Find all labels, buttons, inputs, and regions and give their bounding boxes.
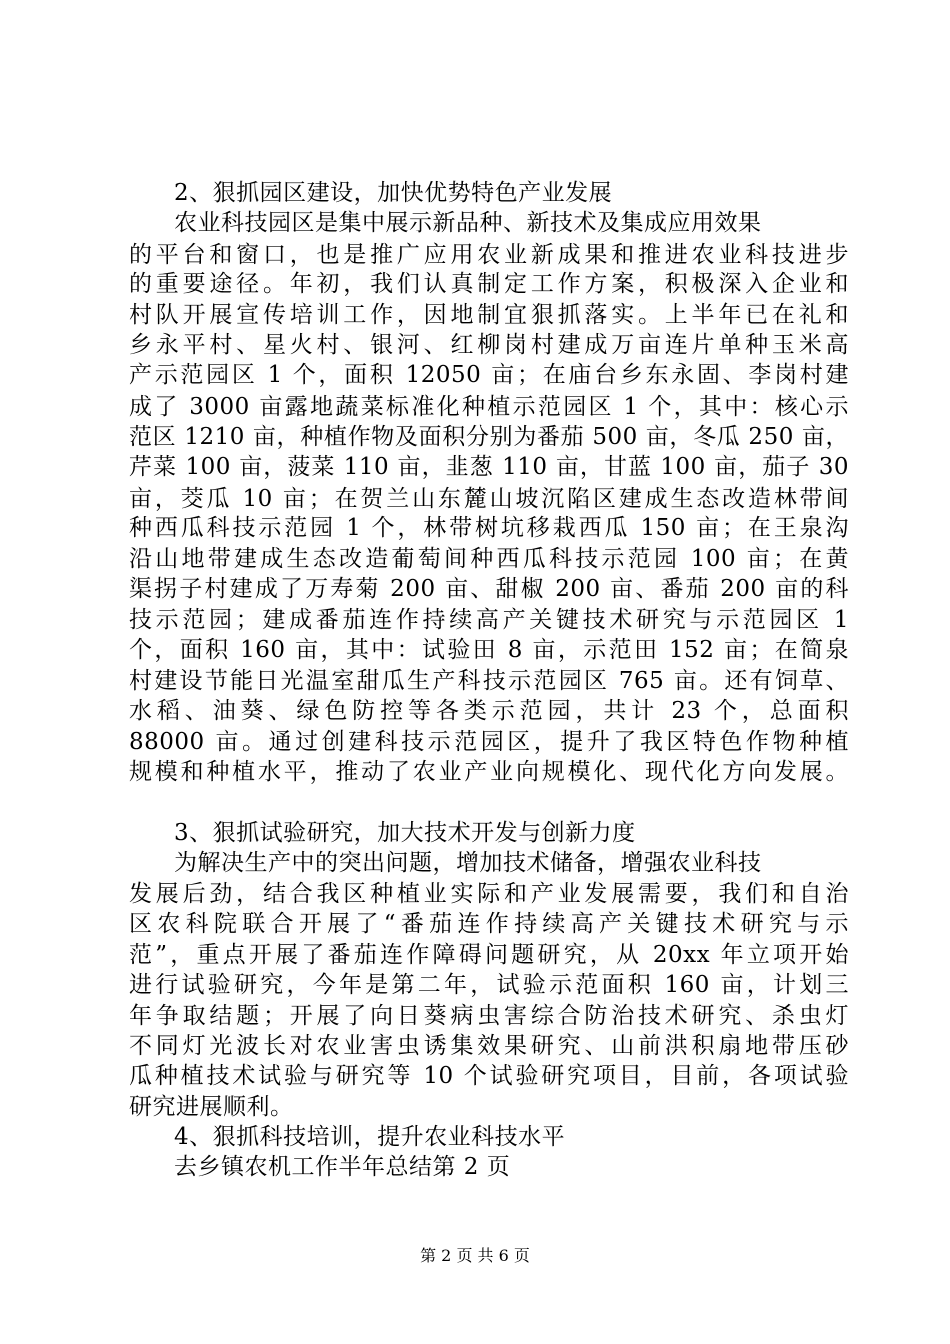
section3-line-8: 瓜种植技术试验与研究等 10 个试验研究项目，目前，各项试验	[129, 1063, 849, 1089]
section3-line-6: 年争取结题；开展了向日葵病虫害综合防治技术研究、杀虫灯	[129, 1003, 849, 1029]
section2-line-19: 规模和种植水平，推动了农业产业向规模化、现代化方向发展。	[129, 759, 849, 785]
section3-line-1: 为解决生产中的突出问题，增加技术储备，增强农业科技	[174, 850, 762, 876]
section2-line-17: 水稻、油葵、绿色防控等各类示范园，共计 23 个，总面积	[129, 698, 849, 724]
section2-line-5: 乡永平村、星火村、银河、红柳岗村建成万亩连片单种玉米高	[129, 332, 849, 358]
section3-line-3: 区农科院联合开展了“番茄连作持续高产关键技术研究与示	[129, 911, 849, 937]
section2-line-6: 产示范园区 1 个，面积 12050 亩；在庙台乡东永固、李岗村建	[129, 362, 849, 388]
section2-line-1: 农业科技园区是集中展示新品种、新技术及集成应用效果	[174, 210, 762, 236]
section2-line-16: 村建设节能日光温室甜瓜生产科技示范园区 765 亩。还有饲草、	[129, 668, 849, 694]
section2-line-13: 渠拐子村建成了万寿菊 200 亩、甜椒 200 亩、番茄 200 亩的科	[129, 576, 849, 602]
section3-line-4: 范”，重点开展了番茄连作障碍问题研究，从 20xx 年立项开始	[129, 942, 849, 968]
section2-heading: 2、狠抓园区建设，加快优势特色产业发展	[174, 180, 613, 206]
section3-line-2: 发展后劲，结合我区种植业实际和产业发展需要，我们和自治	[129, 881, 849, 907]
section2-line-4: 村队开展宣传培训工作，因地制宜狠抓落实。上半年已在礼和	[129, 302, 849, 328]
section4-heading: 4、狠抓科技培训，提升农业科技水平	[174, 1124, 566, 1150]
section2-line-11: 种西瓜科技示范园 1 个，林带树坑移栽西瓜 150 亩；在王泉沟	[129, 515, 849, 541]
section3-line-5: 进行试验研究，今年是第二年，试验示范面积 160 亩，计划三	[129, 972, 849, 998]
page-footer: 第 2 页 共 6 页	[420, 1246, 530, 1265]
section2-line-2: 的平台和窗口，也是推广应用农业新成果和推进农业科技进步	[129, 242, 849, 268]
section2-line-7: 成了 3000 亩露地蔬菜标准化种植示范园区 1 个，其中：核心示	[129, 394, 849, 420]
section4-subline: 去乡镇农机工作半年总结第 2 页	[174, 1154, 511, 1180]
section2-line-15: 个，面积 160 亩，其中：试验田 8 亩，示范田 152 亩；在简泉	[129, 637, 849, 663]
section2-line-12: 沿山地带建成生态改造葡萄间种西瓜科技示范园 100 亩；在黄	[129, 546, 849, 572]
section2-line-8: 范区 1210 亩，种植作物及面积分别为番茄 500 亩，冬瓜 250 亩，	[129, 424, 849, 450]
section2-line-10: 亩，茭瓜 10 亩；在贺兰山东麓山坡沉陷区建成生态改造林带间	[129, 486, 849, 512]
section2-line-14: 技示范园；建成番茄连作持续高产关键技术研究与示范园区 1	[129, 607, 849, 633]
section2-line-3: 的重要途径。年初，我们认真制定工作方案，积极深入企业和	[129, 271, 849, 297]
section3-line-9: 研究进展顺利。	[129, 1094, 294, 1120]
section2-line-9: 芹菜 100 亩，菠菜 110 亩，韭葱 110 亩，甘蓝 100 亩，茄子 30	[129, 454, 849, 480]
section3-line-7: 不同灯光波长对农业害虫诱集效果研究、山前洪积扇地带压砂	[129, 1033, 849, 1059]
section2-line-18: 88000 亩。通过创建科技示范园区，提升了我区特色作物种植	[129, 729, 849, 755]
section3-heading: 3、狠抓试验研究，加大技术开发与创新力度	[174, 820, 636, 846]
